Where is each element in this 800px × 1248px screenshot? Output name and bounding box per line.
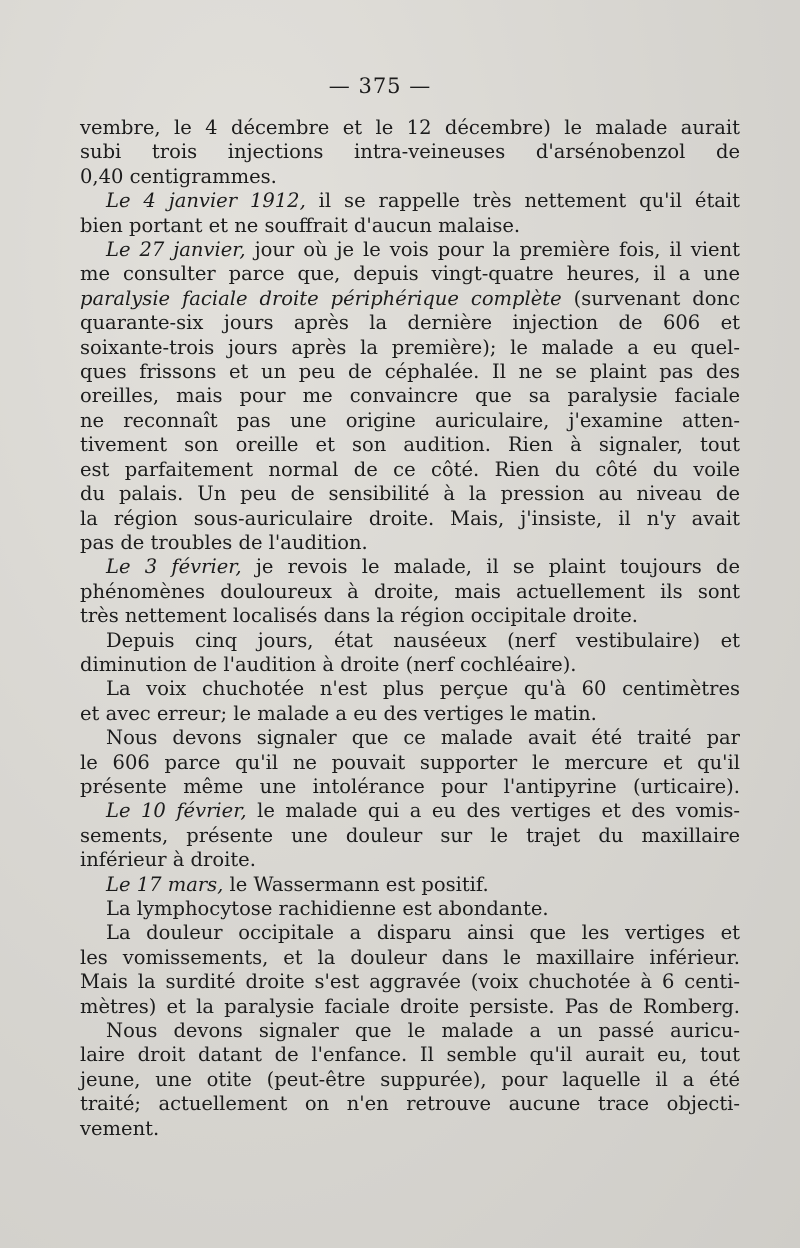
text-line: présente même une intolérance pour l'antipyrine (urticaire). [80,774,740,798]
text-fragment: le malade qui a eu des vertiges et des vomis- [246,799,741,823]
text-line [80,238,740,262]
text-line: tivement son oreille et son audition. Rien à signaler, tout [80,433,740,457]
text-fragment: je revois le malade, il se plaint toujours de [241,555,740,579]
italic-date: Le 3 février, [106,555,242,579]
text-line: La voix chuchotée n'est plus perçue qu'à 60 centimètres [106,677,740,701]
text-line [80,189,740,213]
text-line: le 606 parce qu'il ne pouvait supporter le mercure et qu'il [80,750,740,774]
text-line: est parfaitement normal de ce côté. Rien du côté du voile [80,457,740,481]
italic-date: Le 4 janvier 1912, [106,189,306,213]
text-line: laire droit datant de l'enfance. Il semble qu'il aurait eu, tout [80,1043,740,1067]
text-line: 0,40 centigrammes. [80,164,277,188]
italic-date: Le 10 février, [106,799,247,823]
text-line: sements, présente une douleur sur le trajet du maxillaire [80,823,740,847]
text-line: mètres) et la paralysie faciale droite persiste. Pas de Romberg. [80,994,740,1018]
text-line: ne reconnaît pas une origine auriculaire, j'examine atten- [80,408,740,432]
text-line: ques frissons et un peu de céphalée. Il ne se plaint pas des [80,360,740,384]
text-line [80,873,740,897]
text-line: oreilles, mais pour me convaincre que sa paralysie faciale [80,384,740,408]
text-line: la région sous-auriculaire droite. Mais, j'insiste, il n'y avait [80,506,740,530]
text-fragment: (survenant donc [561,286,740,310]
text-line: jeune, une otite (peut-être suppurée), pour laquelle il a été [80,1067,740,1091]
text-line: et avec erreur; le malade a eu des vertiges le matin. [80,701,597,725]
text-fragment: le Wassermann est positif. [223,872,489,896]
text-line: Depuis cinq jours, état nauséeux (nerf vestibulaire) et [106,628,740,652]
text-line: traité; actuellement on n'en retrouve aucune trace objecti- [80,1092,740,1116]
text-fragment: jour où je le vois pour la première fois, il vient [245,238,740,262]
italic-date: Le 27 janvier, [106,238,246,262]
text-line: Nous devons signaler que ce malade avait été traité par [106,726,740,750]
text-line: soixante-trois jours après la première); le malade a eu quel- [80,335,740,359]
italic-diagnosis: paralysie faciale droite périphérique complète [80,286,562,310]
text-line: subi trois injections intra-veineuses d'arsénobenzol de [80,140,740,164]
text-line: diminution de l'audition à droite (nerf cochléaire). [80,652,577,676]
text-line: très nettement localisés dans la région occipitale droite. [80,604,638,628]
text-line: quarante-six jours après la dernière injection de 606 et [80,311,740,335]
text-fragment: il se rappelle très nettement qu'il était [305,189,740,213]
text-line: me consulter parce que, depuis vingt-quatre heures, il a une [80,262,740,286]
text-line [80,799,740,823]
italic-date: Le 17 mars, [106,872,224,896]
text-line: les vomissements, et la douleur dans le maxillaire inférieur. [80,945,740,969]
text-line [80,555,740,579]
text-line: La douleur occipitale a disparu ainsi que les vertiges et [106,921,740,945]
body-text [80,116,740,1141]
text-line [80,287,740,311]
page-number: — 375 — [328,74,432,98]
text-line: du palais. Un peu de sensibilité à la pression au niveau de [80,482,740,506]
text-line: Mais la surdité droite s'est aggravée (voix chuchotée à 6 centi- [80,970,740,994]
text-line: phénomènes douloureux à droite, mais actuellement ils sont [80,579,740,603]
text-line: bien portant et ne souffrait d'aucun malaise. [80,213,521,237]
text-line: La lymphocytose rachidienne est abondante. [106,897,549,920]
text-line: vembre, le 4 décembre et le 12 décembre) le malade aurait [80,116,740,139]
text-line: Nous devons signaler que le malade a un passé auricu- [106,1019,740,1043]
text-line: vement. [80,1116,160,1140]
text-line: inférieur à droite. [80,848,256,872]
text-line: pas de troubles de l'audition. [80,530,368,554]
